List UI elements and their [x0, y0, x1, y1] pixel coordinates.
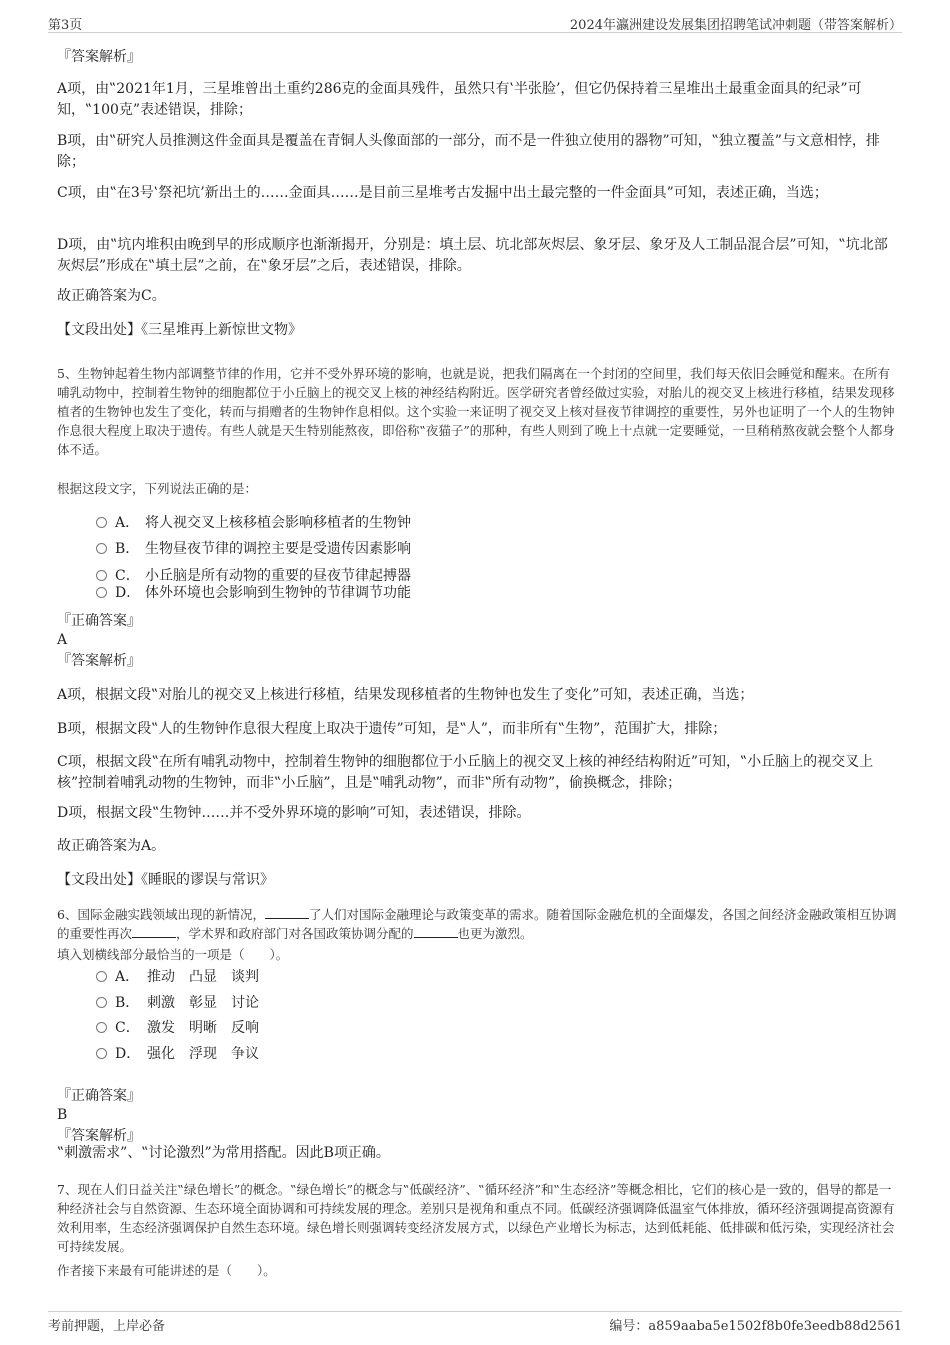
analysis-text: ‟刺激需求”、‟讨论激烈”为常用搭配。因此B项正确。 [57, 1145, 390, 1161]
correct-answer: B [57, 1107, 68, 1123]
analysis-label: 『答案解析』 [57, 653, 141, 669]
radio-icon[interactable] [96, 1048, 107, 1059]
analysis-label: 『答案解析』 [57, 49, 141, 65]
source-citation: 【文段出处】《睡眠的谬误与常识》 [57, 872, 274, 888]
page-footer [48, 1311, 902, 1336]
question-passage: 6、国际金融实践领域出现的新情况， 了人们对国际金融理论与政策变革的需求。随着国际金融危机的全面爆发，各国之间经济金融政策相互协调的重要性再次 ，学术界和政府部门对各国政策协调分配的 也更为激烈。 [57, 907, 897, 941]
option-b[interactable]: B． 生物昼夜节律的调控主要是受遗传因素影响 [96, 539, 411, 559]
question-passage: 5、生物钟起着生物内部调整节律的作用，它并不受外界环境的影响，也就是说，把我们隔离在一个封闭的空间里，我们每天依旧会睡觉和醒来。在所有哺乳动物中，控制着生物钟的细胞都位于小丘脑上的视交叉上核的神经结构附近。医学研究者曾经做过实验，对胎儿的视交叉上核进行移植，结果发现移植者的生物钟也发生了变化，转而与捐赠者的生物钟作息相似。这个实验一来证明了视交叉上核对昼夜节律调控的重要性，另外也证明了一个人的生物钟作息很大程度上取决于遗传。有些人就是天生特别能熬夜，即俗称‟夜猫子”的那种，有些人则到了晚上十点就一定要睡觉，一旦稍稍熬夜就会整个人都身体不适。 [57, 366, 895, 457]
blank-line [132, 925, 176, 938]
analysis-item-d: D项，根据文段‟生物钟……并不受外界环境的影响”可知，表述错误，排除。 [57, 805, 531, 821]
document-title: 2024年瀛洲建设发展集团招聘笔试冲刺题（带答案解析） [569, 18, 902, 33]
footer-slogan: 考前押题，上岸必备 [48, 1319, 166, 1334]
radio-icon[interactable] [96, 997, 107, 1008]
radio-icon[interactable] [96, 587, 107, 598]
radio-icon[interactable] [96, 1022, 107, 1033]
source-citation: 【文段出处】《三星堆再上新惊世文物》 [57, 322, 302, 338]
analysis-item-a: A项，根据文段‟对胎儿的视交叉上核进行移植，结果发现移植者的生物钟也发生了变化”可知，表述正确，当选； [57, 687, 754, 703]
analysis-item-b: B项，根据文段‟人的生物钟作息很大程度上取决于遗传”可知，是‟人”，而非所有‟生物”，范围扩大，排除； [57, 721, 727, 737]
blank-line [414, 925, 458, 938]
radio-icon[interactable] [96, 543, 107, 554]
option-c[interactable]: C． 激发 明晰 反响 [96, 1018, 259, 1038]
answer-label: 『正确答案』 [57, 613, 141, 629]
question-prompt: 作者接下来最有可能讲述的是（ ）。 [57, 1263, 276, 1278]
blank-line [265, 906, 309, 919]
option-d[interactable]: D． 强化 浮现 争议 [96, 1044, 259, 1064]
question-prompt: 填入划横线部分最恰当的一项是（ ）。 [57, 947, 289, 962]
option-a[interactable]: A． 将人视交叉上核移植会影响移植者的生物钟 [96, 513, 411, 533]
question-passage: 7、现在人们日益关注‟绿色增长”的概念。‟绿色增长”的概念与‟低碳经济”、‟循环经济”和‟生态经济”等概念相比，它们的核心是一致的，倡导的都是一种经济社会与自然资源、生态环境全面协调和可持续发展的理念。差别只是视角和重点不同。低碳经济强调降低温室气体排放，循环经济强调提高资源有效利用率，生态经济强调保护自然生态环境。绿色增长则强调转变经济发展方式，以绿色产业增长为标志，达到低耗能、低排碳和低污染，实现经济社会可持续发展。 [57, 1182, 895, 1254]
analysis-conclusion: 故正确答案为C。 [57, 288, 166, 304]
analysis-label: 『答案解析』 [57, 1128, 141, 1144]
question-prompt: 根据这段文字，下列说法正确的是： [57, 481, 258, 496]
radio-icon[interactable] [96, 570, 107, 581]
correct-answer: A [57, 632, 68, 648]
option-a[interactable]: A． 推动 凸显 谈判 [96, 967, 259, 987]
option-d[interactable]: D． 体外环境也会影响到生物钟的节律调节功能 [96, 583, 411, 603]
analysis-item-b: B项，由‟研究人员推测这件金面具是覆盖在青铜人头像面部的一部分，而不是一件独立使用的器物”可知，‟独立覆盖”与文意相悖，排除； [57, 133, 880, 170]
option-b[interactable]: B． 刺激 彰显 讨论 [96, 993, 259, 1013]
analysis-item-d: D项，由‟坑内堆积由晚到早的形成顺序也渐渐揭开，分别是：填土层、坑北部灰烬层、象牙层、象牙及人工制品混合层”可知，‟坑北部灰烬层”形成在‟填土层”之前，在‟象牙层”之后，表述错误，排除。 [57, 237, 888, 274]
radio-icon[interactable] [96, 971, 107, 982]
page-number: 第3页 [48, 18, 83, 33]
analysis-item-c: C项，根据文段‟在所有哺乳动物中，控制着生物钟的细胞都位于小丘脑上的视交叉上核的神经结构附近”可知，‟小丘脑上的视交叉上核”控制着哺乳动物的生物钟，而非‟小丘脑”，且是‟哺乳动物”，而非‟所有动物”，偷换概念，排除； [57, 754, 874, 791]
radio-icon[interactable] [96, 517, 107, 528]
answer-label: 『正确答案』 [57, 1088, 141, 1104]
analysis-conclusion: 故正确答案为A。 [57, 838, 166, 854]
page-header [48, 12, 902, 33]
document-id: 编号：a859aaba5e1502f8b0fe3eedb88d2561 [609, 1319, 902, 1334]
analysis-item-c: C项，由‟在3号‛祭祀坑’新出土的……金面具……是目前三星堆考古发掘中出土最完整的一件金面具”可知，表述正确，当选； [57, 185, 828, 201]
analysis-item-a: A项，由‟2021年1月，三星堆曾出土重约286克的金面具残件，虽然只有‛半张脸’，但它仍保持着三星堆出土最重金面具的纪录”可知，‟100克”表述错误，排除； [57, 81, 862, 118]
option-c[interactable]: C． 小丘脑是所有动物的重要的昼夜节律起搏器 [96, 566, 411, 586]
